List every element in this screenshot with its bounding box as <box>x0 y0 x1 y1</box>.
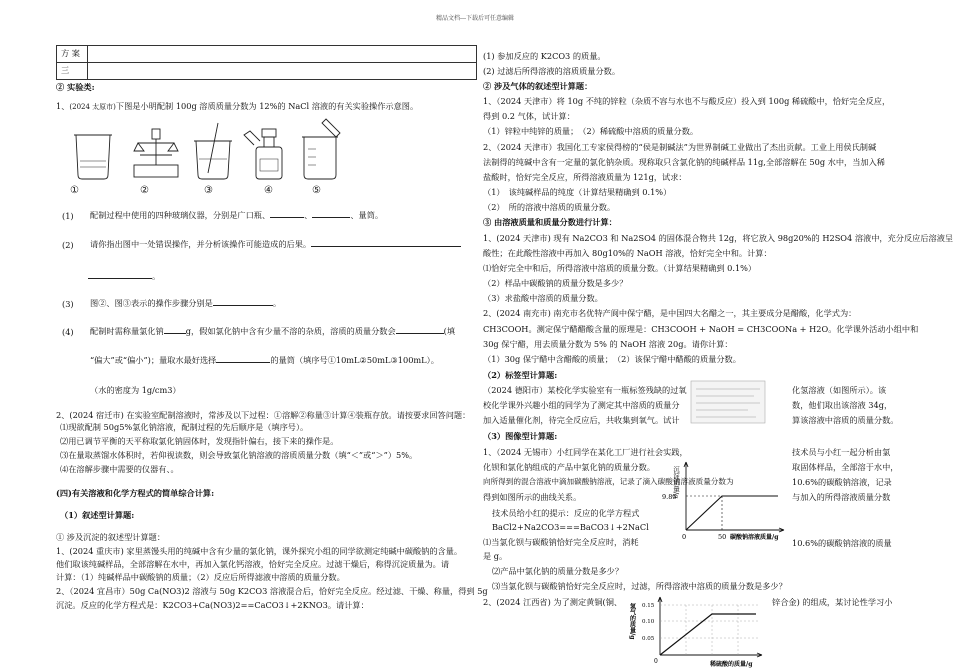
im-line-3: 向所得到的混合溶液中滴加碳酸钠溶液，记录了滴入碳酸钠溶液质量分数为 <box>483 477 734 486</box>
p4-number: (4) <box>62 327 74 337</box>
im-line-2: 化钡和氯化钠组成的产品中氯化钠的质量分数。 <box>483 462 655 472</box>
p2-line <box>90 238 461 250</box>
gas-heading: ② 涉及气体的叙述型计算题： <box>483 81 593 91</box>
q1-text: 下图是小明配制 100g 溶质质量分数为 12%的 NaCl 溶液的有关实验操作示意图。 <box>115 101 419 111</box>
s1-q1-line-3: 计算：（1）纯碱样品中碳酸钠的质量；（2）反应后所得滤液中溶质的质量分数。 <box>56 572 345 582</box>
g2-line-1: 2、（2024 天津市）我国化工专家侯得榜的“侯是制碱法”为世界制碱工业做出了杰出贡献。工业上用侯氏制碱 <box>483 142 877 152</box>
precipitate-subheading: ① 涉及沉淀的叙述型计算题： <box>56 532 166 542</box>
graph2-curve <box>660 614 756 655</box>
equation-line: BaCl2+Na2CO3===BaCO3↓+2NaCl <box>492 522 649 532</box>
p3-line <box>90 297 281 309</box>
g1-line-1: 1、（2024 天津市）将 10g 不纯的锌粒（杂质不容与水也不与酸反应）投入到 100g 稀硫酸中，恰好完全反应， <box>483 96 891 106</box>
m2-line-2: CH3COOH。测定保宁醋醋酸含量的原理是：CH3COOH + NaOH = CH3COONa + H2O。化学课外活动小组中和 <box>483 324 919 334</box>
last-q-left: 2、(2024 江西省) 为了测定黄铜(铜、 <box>483 597 623 607</box>
graph-precipitate <box>660 456 792 548</box>
image-heading: （3）图像型计算题: <box>483 431 558 441</box>
p1-blank-1[interactable] <box>270 209 304 218</box>
reagent-bottle-icon <box>244 129 282 179</box>
section-4-1-heading: （1）叙述型计算题: <box>60 510 135 520</box>
q2-line-1: 2、(2024 宿迁市) 在实验室配制溶液时，常涉及以下过程：①溶解②称量③计算④装瓶存放。请按要求回答问题： <box>56 410 471 420</box>
g2-line-4: （1） 该纯碱样品的纯度（计算结果精确到 0.1%） <box>483 187 672 197</box>
p2-end: 。 <box>152 271 161 281</box>
s1-q2-line-1: 2、（2024 宜昌市）50g Ca(NO3)2 溶液与 50g K2CO3 溶液混合后，恰好完全反应。经过滤、干燥、称量，得到 5g <box>56 586 488 596</box>
p4-blank-mass[interactable] <box>164 325 186 334</box>
im-right-3: 10.6%的碳酸钠溶液，记录 <box>792 477 892 487</box>
g1-line-2: 得到 0.2 气体，试计算： <box>483 111 575 121</box>
q2-line-2: ⑴现欲配制 50g5%氯化钠溶液，配制过程的先后顺序是（填序号）。 <box>60 422 309 432</box>
s1-q1-line-1: 1、(2024 重庆市) 家里蒸馒头用的纯碱中含有少量的氯化钠，课外探究小组的同学欲测定纯碱中碳酸钠的含量。 <box>56 546 463 556</box>
graph1-y-tick: 9.85 <box>662 493 677 501</box>
graph1-x-label: 碳酸钠溶液质量/g <box>730 534 779 541</box>
p4-text-4: “偏大”或“偏小”)；量取水最好选择 <box>90 355 217 365</box>
p2-number: (2) <box>62 240 74 250</box>
g2-line-2: 法制得的纯碱中含有一定量的氯化钠杂质。现称取只含氯化钠的纯碱样品 11g,全部溶解在 50g 水中，当加入稀 <box>483 157 885 167</box>
q1-source: (2024 太原市) <box>69 103 116 111</box>
experiment-heading: ② 实验类: <box>56 82 95 92</box>
lb-line-1: （2024 德阳市）某校化学实验室有一瓶标签残缺的过氧 <box>483 385 687 395</box>
g2-line-5: （2） 所的溶液中溶质的质量分数。 <box>483 202 616 212</box>
p4-blank-cylinder[interactable] <box>216 354 270 363</box>
q2-line-5: ⑷在溶解步骤中需要的仪器有、。 <box>60 464 179 474</box>
p1-blank-2[interactable] <box>312 209 350 218</box>
apparatus-label-1: ① <box>70 185 79 196</box>
p1-separator: 、 <box>304 210 313 220</box>
p3-text: 图②、图③表示的操作步骤分别是 <box>90 298 213 308</box>
beaker-icon <box>74 135 112 179</box>
graph1-x-tick: 50 <box>718 533 727 541</box>
plan-content-cell <box>88 46 477 63</box>
lb-right-3: 算该溶液中溶质的质量分数。 <box>792 415 899 425</box>
graph2-tick-005: 0.05 <box>642 636 655 642</box>
lb-line-2: 校化学课外兴趣小组的同学为了测定其中溶质的质量分 <box>483 400 680 410</box>
r-line-2: (2) 过滤后所得溶液的溶质质量分数。 <box>483 66 621 76</box>
im-line-5: 得到如图所示的曲线关系。 <box>483 492 582 502</box>
graph1-y-label: 沉淀质量/g <box>672 466 680 499</box>
graph2-tick-015: 0.15 <box>642 603 655 609</box>
q2-line-4: ⑶在量取蒸馏水体积时，若仰视读数，则会导致氯化钠溶液的溶质质量分数（填“＜”或“＞”）5%。 <box>60 450 418 460</box>
p2-line-2 <box>88 270 160 282</box>
m2-line-1: 2、(2024 南充市) 南充市名优特产阆中保宁醋，是中国四大名醋之一，其主要成分是醋酸，化学式为： <box>483 308 857 318</box>
graph1-origin: 0 <box>682 533 687 541</box>
label-image <box>690 380 766 424</box>
im-right-2: 取固体样品，全部溶于水中， <box>792 462 899 472</box>
im-line-4: 与加入的所得溶液质量分数 <box>792 492 891 502</box>
apparatus-label-2: ② <box>140 185 149 196</box>
q1-intro <box>56 101 418 112</box>
p1-line <box>90 209 383 221</box>
p2-blank-2[interactable] <box>88 270 152 279</box>
section-4-heading: (四)有关溶液和化学方程式的简单综合计算: <box>56 488 215 498</box>
page-header: 精品文档---下载后可任意编辑 <box>435 15 515 22</box>
ask-3: ⑶当氯化钡与碳酸钠恰好完全反应时，过滤，所得溶液中溶质的质量分数是多少？ <box>492 581 787 591</box>
q2-line-3: ⑵用已调节平衡的天平称取氯化钠固体时，发现指针偏右，接下来的操作是。 <box>60 436 339 446</box>
p1-end: 、量筒。 <box>350 210 384 220</box>
graph1-curve <box>686 496 778 530</box>
p2-text: 请你指出图中一处错误操作，并分析该操作可能造成的后果。 <box>90 239 312 249</box>
ask-2: ⑵产品中氯化钠的质量分数是多少？ <box>492 566 624 576</box>
plan-label-cell: 方 案 <box>57 46 88 63</box>
ask-1: ⑴当氯化钡与碳酸钠恰好完全反应时，消耗 <box>483 537 639 547</box>
balance-icon <box>134 129 178 177</box>
m2-line-4: （1）30g 保宁醋中含醋酸的质量； （2）该保宁醋中醋酸的质量分数。 <box>483 354 741 364</box>
q1-number: 1、 <box>56 101 70 111</box>
im-line-1: 1、（2024 无锡市）小红同学在某化工厂进行社会实践， <box>483 447 688 457</box>
s1-q1-line-2: 他们取该纯碱样品，全部溶解在水中，再加入氯化钙溶液，恰好完全反应。过滤干燥后，称得沉淀质量为。请 <box>56 559 450 569</box>
solution-mass-heading: ③ 由溶液质量和质量分数进行计算： <box>483 217 617 227</box>
plan-label-cell-2: 三 <box>57 63 88 80</box>
plan-content-cell-2 <box>88 63 477 80</box>
apparatus-label-4: ④ <box>264 185 273 196</box>
p4-text-2: g，假如氯化钠中含有少量不溶的杂质，溶质的质量分数会 <box>185 326 396 336</box>
lb-right-2: 数，他们取出该溶液 34g， <box>792 400 893 410</box>
p2-blank-1[interactable] <box>311 238 461 247</box>
m1-line-5: （3）求盐酸中溶质的质量分数。 <box>483 293 603 303</box>
s1-q2-line-2: 沉淀。反应的化学方程式是：K2CO3+Ca(NO3)2==CaCO3↓+2KNO3。请计算： <box>56 600 369 610</box>
density-note: （水的密度为 1g/cm3） <box>90 385 181 395</box>
ask-1-b: 是 g。 <box>483 551 508 561</box>
p4-line-2 <box>90 354 439 366</box>
p3-end: 。 <box>272 298 282 308</box>
apparatus-label-5: ⑤ <box>312 185 321 196</box>
m2-line-3: 30g 保宁醋，用去质量分数为 5% 的 NaOH 溶液 20g。请你计算： <box>483 339 733 349</box>
graph2-tick-010: 0.10 <box>642 619 655 625</box>
r-line-1: (1) 参加反应的 K2CO3 的质量。 <box>483 51 606 61</box>
p1-text: 配制过程中使用的四种玻璃仪器，分别是广口瓶、 <box>90 210 271 220</box>
p1-number: (1) <box>62 211 74 221</box>
m1-line-4: （2）样品中碳酸钠的质量分数是多少？ <box>483 278 628 288</box>
m1-line-1: 1、(2024 天津市) 现有 Na2CO3 和 Na2SO4 的固体混合物共 12g，将它放入 98g20%的 H2SO4 溶液中，充分反应后溶液呈 <box>483 233 953 243</box>
p4-text-5: 的量筒（填序号①10mL②50mL③100mL）。 <box>270 355 439 365</box>
g1-line-3: （1）锌粒中纯锌的质量； （2）稀硫酸中溶质的质量分数。 <box>483 126 699 136</box>
apparatus-figure <box>68 115 368 195</box>
p4-text-1: 配制时需称量氯化钠 <box>90 326 164 336</box>
apparatus-label-3: ③ <box>204 185 213 196</box>
p3-number: (3) <box>62 299 74 309</box>
hint-line: 技术员给小红的提示：反应的化学方程式 <box>492 508 640 518</box>
lb-line-3: 加入适量催化剂，待完全反应后，共收集到氧气。试计 <box>483 415 680 425</box>
graduated-cylinder-icon <box>302 119 340 179</box>
stirring-beaker-icon <box>194 123 232 179</box>
graph2-origin: 0 <box>654 658 658 665</box>
p4-text-3: (填 <box>443 326 456 336</box>
p3-blank[interactable] <box>213 297 273 306</box>
im-right-1: 技术员与小红一起分析由氯 <box>792 447 891 457</box>
graph2-y-label: 氢气的质量/g <box>628 603 636 640</box>
p4-blank-fraction[interactable] <box>396 325 444 334</box>
graph-hydrogen <box>630 593 770 669</box>
plan-table <box>56 45 477 80</box>
p4-line <box>90 325 455 337</box>
g2-line-3: 盐酸时，恰好完全反应，所得溶液质量为 121g，试求： <box>483 172 687 182</box>
m1-line-3: ⑴恰好完全中和后，所得溶液中溶质的质量分数。（计算结果精确到 0.1%） <box>483 263 757 273</box>
m1-line-2: 酸性；在此酸性溶液中再加入 80g10%的 NaOH 溶液，恰好完全中和。计算： <box>483 248 772 258</box>
last-q-right: 锌合金) 的组成，某讨论性学习小 <box>772 597 893 607</box>
graph2-x-label: 稀硫酸的质量/g <box>710 661 753 668</box>
lb-right-1: 化氢溶液（如图所示）。该 <box>792 385 887 395</box>
label-heading: （2）标签型计算题: <box>483 370 558 380</box>
im-right-4: 10.6%的碳酸钠溶液的质量 <box>792 538 892 548</box>
